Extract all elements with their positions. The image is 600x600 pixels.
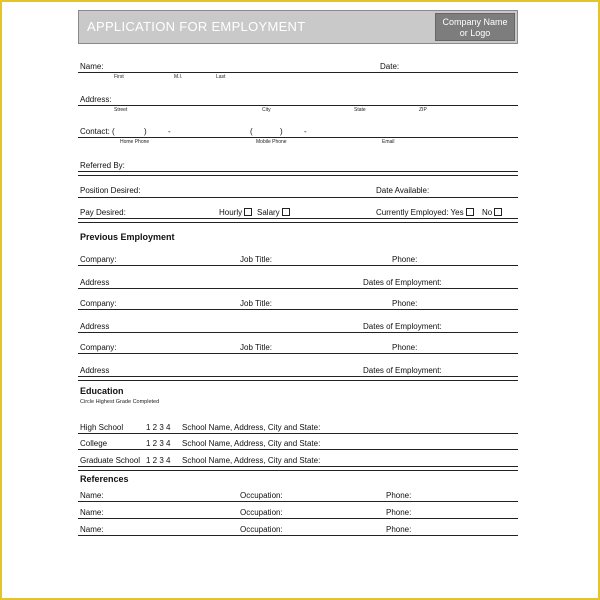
- contact-paren-close-1: ): [144, 127, 147, 136]
- logo-text: Company Name or Logo: [442, 17, 508, 38]
- referred-by-label: Referred By:: [80, 161, 125, 170]
- salary-checkbox[interactable]: [282, 208, 290, 216]
- prev-employment-company-line[interactable]: [78, 309, 518, 310]
- prev-employment-company-label: Company:: [80, 299, 117, 308]
- name-sub-mi: M.I.: [174, 74, 183, 80]
- prev-employment-address-label: Address: [80, 366, 110, 375]
- address-sub-city: City: [262, 107, 271, 113]
- currently-employed-label: Currently Employed: Yes: [376, 208, 464, 217]
- education-grades[interactable]: 1 2 3 4: [146, 423, 171, 432]
- reference-phone-label: Phone:: [386, 491, 412, 500]
- currently-employed-yes-option[interactable]: [376, 208, 474, 217]
- prev-employment-phone-label: Phone:: [392, 299, 418, 308]
- prev-employment-phone-label: Phone:: [392, 343, 418, 352]
- prev-employment-dates-label: Dates of Employment:: [363, 278, 442, 287]
- education-level-label: College: [80, 439, 108, 448]
- address-sub-street: Street: [114, 107, 128, 113]
- prev-employment-company-label: Company:: [80, 255, 117, 264]
- hourly-option[interactable]: [219, 208, 252, 217]
- prev-employment-company-line[interactable]: [78, 353, 518, 354]
- prev-employment-end-double-line[interactable]: [78, 376, 518, 381]
- reference-occupation-label: Occupation:: [240, 525, 283, 534]
- prev-employment-address-label: Address: [80, 322, 110, 331]
- education-level-label: High School: [80, 423, 124, 432]
- pay-desired-double-line[interactable]: [78, 218, 518, 223]
- reference-line[interactable]: [78, 535, 518, 536]
- education-school-label: School Name, Address, City and State:: [182, 439, 321, 448]
- reference-phone-label: Phone:: [386, 525, 412, 534]
- prev-employment-job-title-label: Job Title:: [240, 255, 273, 264]
- prev-employment-address-line[interactable]: [78, 332, 518, 333]
- name-sub-first: First: [114, 74, 124, 80]
- address-sub-zip: ZIP: [419, 107, 427, 113]
- education-heading: Education: [80, 386, 124, 396]
- date-label: Date:: [380, 62, 400, 71]
- reference-name-label: Name:: [80, 525, 104, 534]
- date-available-label: Date Available:: [376, 186, 430, 195]
- prev-employment-company-label: Company:: [80, 343, 117, 352]
- contact-paren-open-2: (: [250, 127, 253, 136]
- prev-employment-dates-label: Dates of Employment:: [363, 322, 442, 331]
- no-label: No: [482, 208, 493, 217]
- hourly-checkbox[interactable]: [244, 208, 252, 216]
- education-school-label: School Name, Address, City and State:: [182, 456, 321, 465]
- prev-employment-phone-label: Phone:: [392, 255, 418, 264]
- education-grades[interactable]: 1 2 3 4: [146, 439, 171, 448]
- address-line[interactable]: [78, 105, 518, 106]
- contact-sub-email: Email: [382, 139, 395, 145]
- references-heading: References: [80, 474, 129, 484]
- contact-sub-mobile-phone: Mobile Phone: [256, 139, 287, 145]
- contact-sub-home-phone: Home Phone: [120, 139, 150, 145]
- education-end-double-line[interactable]: [78, 466, 518, 471]
- reference-occupation-label: Occupation:: [240, 491, 283, 500]
- education-line[interactable]: [78, 449, 518, 450]
- contact-dash-2: -: [304, 127, 307, 136]
- currently-employed-no-option[interactable]: [482, 208, 502, 217]
- salary-option[interactable]: [257, 208, 290, 217]
- prev-employment-company-line[interactable]: [78, 265, 518, 266]
- address-sub-state: State: [354, 107, 366, 113]
- reference-line[interactable]: [78, 501, 518, 502]
- referred-by-double-line[interactable]: [78, 171, 518, 176]
- education-grades[interactable]: 1 2 3 4: [146, 456, 171, 465]
- reference-occupation-label: Occupation:: [240, 508, 283, 517]
- form-title: APPLICATION FOR EMPLOYMENT: [87, 19, 306, 34]
- reference-phone-label: Phone:: [386, 508, 412, 517]
- currently-employed-no-checkbox[interactable]: [494, 208, 502, 216]
- prev-employment-dates-label: Dates of Employment:: [363, 366, 442, 375]
- education-level-label: Graduate School: [80, 456, 141, 465]
- prev-employment-job-title-label: Job Title:: [240, 343, 273, 352]
- address-label: Address:: [80, 95, 112, 104]
- pay-desired-label: Pay Desired:: [80, 208, 126, 217]
- hourly-label: Hourly: [219, 208, 243, 217]
- salary-label: Salary: [257, 208, 280, 217]
- position-desired-line[interactable]: [78, 197, 518, 198]
- name-line[interactable]: [78, 72, 518, 73]
- education-school-label: School Name, Address, City and State:: [182, 423, 321, 432]
- contact-paren-close-2: ): [280, 127, 283, 136]
- currently-employed-yes-checkbox[interactable]: [466, 208, 474, 216]
- name-sub-last: Last: [216, 74, 226, 80]
- previous-employment-heading: Previous Employment: [80, 232, 175, 242]
- prev-employment-address-line[interactable]: [78, 288, 518, 289]
- company-logo-placeholder: [435, 13, 515, 41]
- reference-name-label: Name:: [80, 491, 104, 500]
- reference-name-label: Name:: [80, 508, 104, 517]
- contact-dash-1: -: [168, 127, 171, 136]
- contact-label: Contact: (: [80, 127, 115, 136]
- contact-line[interactable]: [78, 137, 518, 138]
- position-desired-label: Position Desired:: [80, 186, 141, 195]
- education-note: Circle Highest Grade Completed: [80, 399, 160, 405]
- education-line[interactable]: [78, 433, 518, 434]
- form-header-bar: [78, 10, 518, 44]
- name-label: Name:: [80, 62, 104, 71]
- prev-employment-address-label: Address: [80, 278, 110, 287]
- prev-employment-job-title-label: Job Title:: [240, 299, 273, 308]
- reference-line[interactable]: [78, 518, 518, 519]
